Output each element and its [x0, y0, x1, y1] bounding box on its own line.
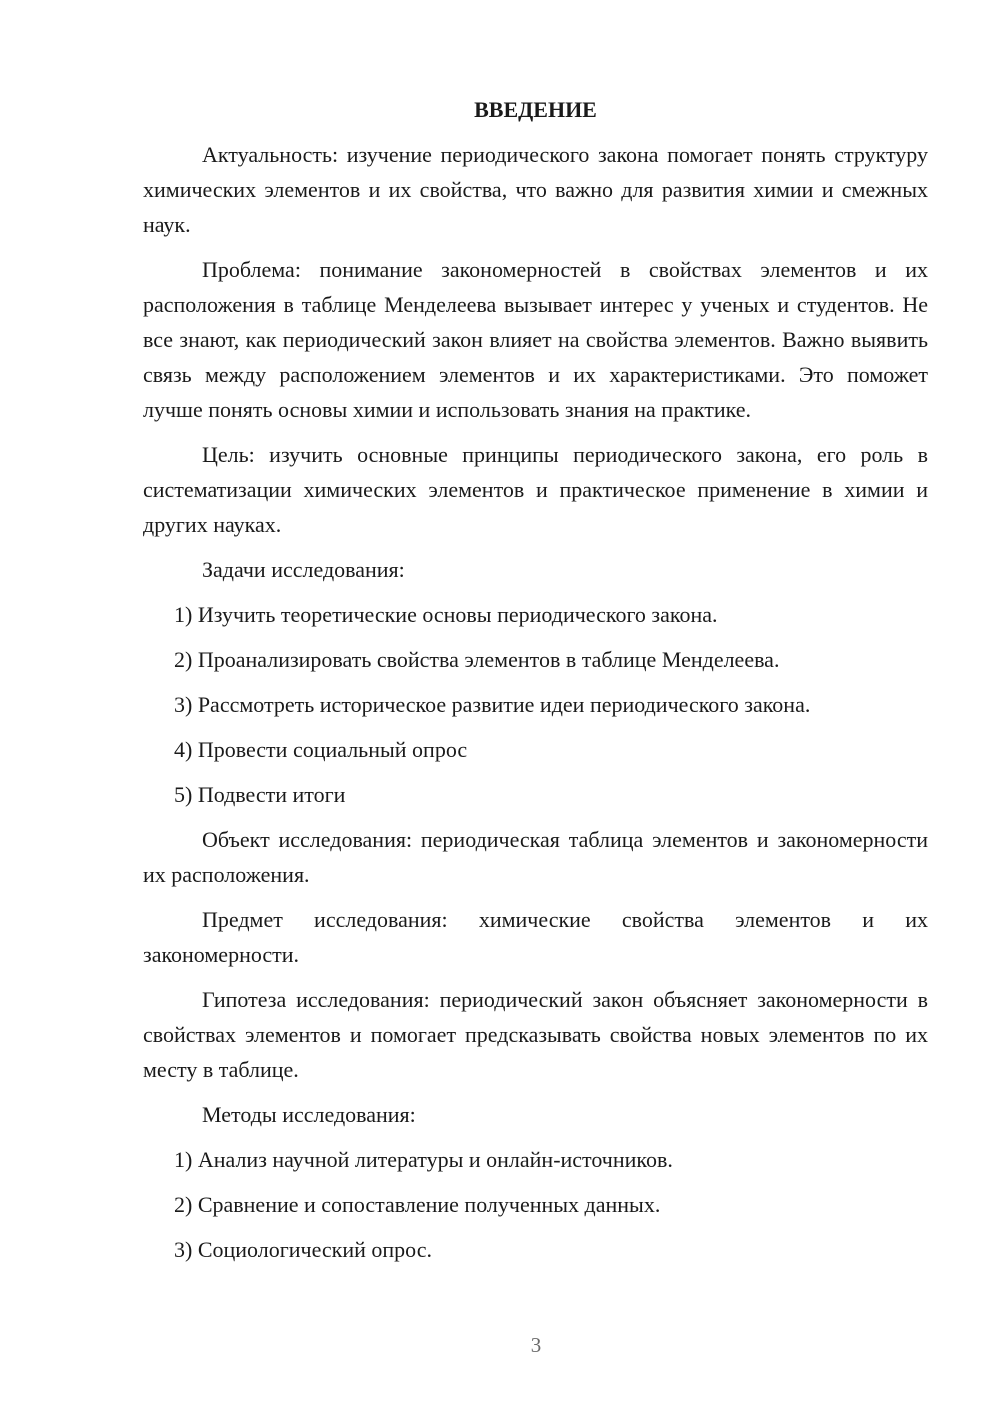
- section-title: ВВЕДЕНИЕ: [474, 97, 597, 122]
- method-item: 2) Сравнение и сопоставление полученных данных.: [174, 1192, 661, 1217]
- page-content: [143, 92, 928, 1277]
- method-item: 1) Анализ научной литературы и онлайн-источников.: [174, 1147, 673, 1172]
- paragraph-hypothesis: Гипотеза исследования: периодический закон объясняет закономерности в свойствах элементов и помогает предсказывать свойства новых элементов по их месту в таблице.: [143, 987, 928, 1082]
- task-item: 1) Изучить теоретические основы периодического закона.: [174, 602, 718, 627]
- method-item: 3) Социологический опрос.: [174, 1237, 432, 1262]
- tasks-heading: Задачи исследования:: [202, 557, 405, 582]
- methods-heading: Методы исследования:: [202, 1102, 416, 1127]
- paragraph-relevance: Актуальность: изучение периодического закона помогает понять структуру химических элементов и их свойства, что важно для развития химии и смежных наук.: [143, 142, 928, 237]
- paragraph-problem: Проблема: понимание закономерностей в свойствах элементов и их расположения в таблице Менделеева вызывает интерес у ученых и студентов. Не все знают, как периодический закон влияет на свойства элементов. Важно выявить связь между расположением элементов и их характеристиками. Это поможет лучше понять основы химии и использовать знания на практике.: [143, 257, 928, 422]
- paragraph-goal: Цель: изучить основные принципы периодического закона, его роль в систематизации химических элементов и практическое применение в химии и других науках.: [143, 442, 928, 537]
- task-item: 4) Провести социальный опрос: [174, 737, 468, 762]
- task-item: 3) Рассмотреть историческое развитие идеи периодического закона.: [174, 692, 811, 717]
- paragraph-subject: Предмет исследования: химические свойства элементов и их закономерности.: [143, 907, 928, 967]
- task-item: 5) Подвести итоги: [174, 782, 346, 807]
- page-number: 3: [530, 1333, 542, 1357]
- paragraph-object: Объект исследования: периодическая таблица элементов и закономерности их расположения.: [143, 827, 928, 887]
- task-item: 2) Проанализировать свойства элементов в таблице Менделеева.: [174, 647, 780, 672]
